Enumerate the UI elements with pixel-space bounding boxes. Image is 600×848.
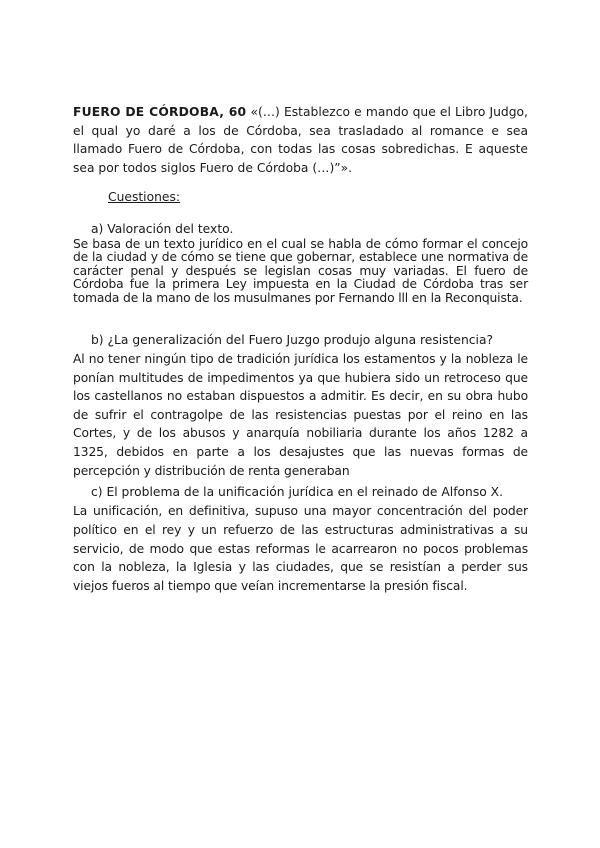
question-a-label: a) Valoración del texto.: [91, 222, 234, 236]
intro-title: FUERO DE CÓRDOBA, 60: [73, 105, 247, 119]
question-a-answer: Se basa de un texto jurídico en el cual se habla de cómo formar el concejo de la ciudad y de cómo se tiene que gobernar, establece une normativa de carácter penal y después se legislan cosas muy variadas. El fuero de Córdoba fue la primera Ley impuesta en la Ciudad de Córdoba tras ser tomada de la mano de los musulmanes por Fernando lll en la Reconquista.: [73, 237, 528, 305]
question-b-label: b) ¿La generalización del Fuero Juzgo produjo alguna resistencia?: [91, 333, 494, 347]
intro-text: «(…) Establezco e mando que el Libro Judgo, el qual yo daré a los de Córdoba, sea trasladado al romance e sea llamado Fuero de Córdoba, con todas las cosas sobredichas. E aqueste sea por todos siglos Fuero de Córdoba (…)”».: [73, 105, 528, 175]
intro-paragraph: [73, 103, 528, 177]
cuestiones-heading: Cuestiones:: [108, 190, 181, 204]
question-c-answer: La unificación, en definitiva, supuso una mayor concentración del poder político en el rey y un refuerzo de las estructuras administrativas a su servicio, de modo que estas reformas le acarrearon no pocos problemas con la nobleza, la Iglesia y las ciudades, que se resistían a perder sus viejos fueros al tiempo que veían incrementarse la presión fiscal.: [73, 504, 528, 594]
question-c-label: c) El problema de la unificación jurídica en el reinado de Alfonso X.: [91, 485, 504, 499]
question-b-answer: Al no tener ningún tipo de tradición jurídica los estamentos y la nobleza le ponían multitudes de impedimentos ya que hubiera sido un retroceso que los castellanos no estaban dispuestos a admitir. Es decir, en su obra hubo de sufrir el contragolpe de las resistencias puestas por el reino en las Cortes, y de los abusos y anarquía nobiliaria durante los años 1282 a 1325, debidos en parte a los desajustes que las nuevas formas de percepción y distribución de renta generaban: [73, 352, 528, 478]
